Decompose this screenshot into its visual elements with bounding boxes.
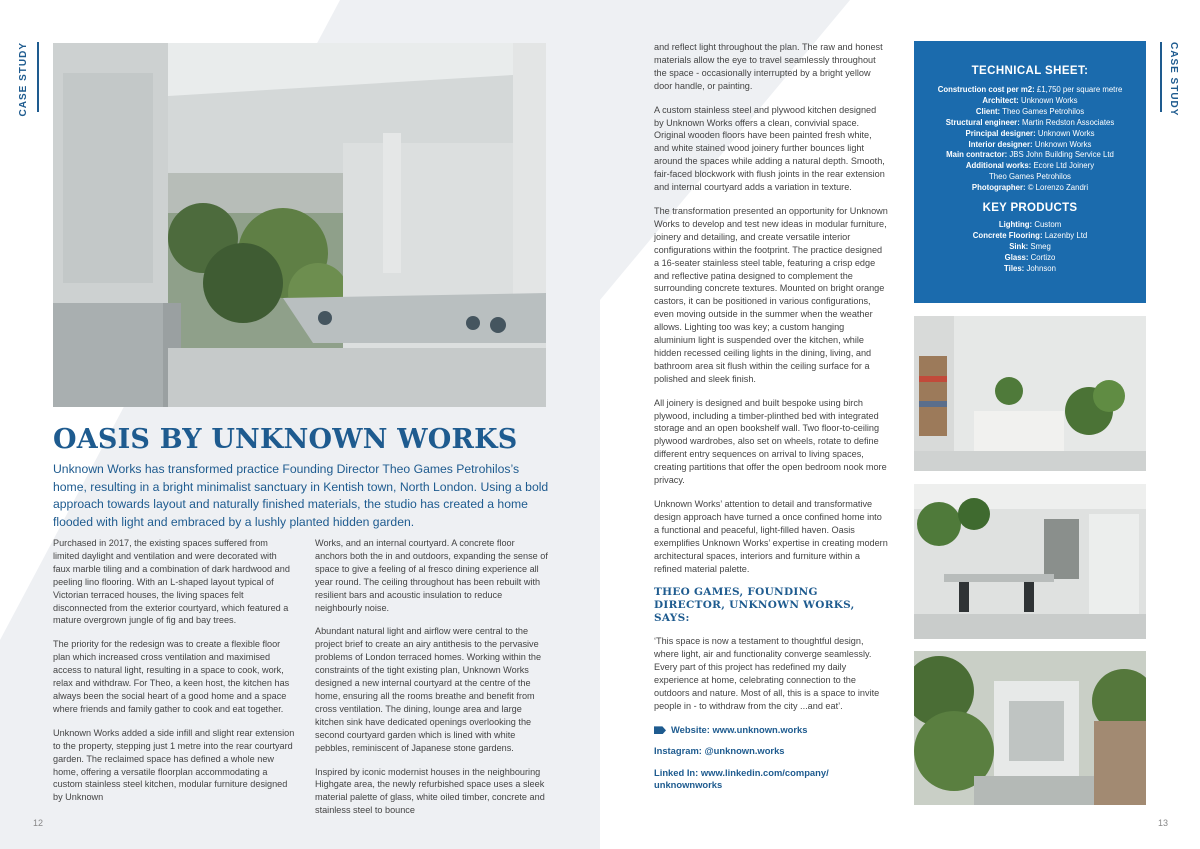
row-value: Martin Redston Associates	[1019, 117, 1115, 127]
case-study-label-left: CASE STUDY	[18, 42, 29, 117]
row-label: Construction cost per m2:	[937, 85, 1035, 94]
row-value: Unknown Works	[1035, 128, 1095, 138]
technical-row	[914, 85, 1146, 96]
key-products-rows	[914, 220, 1146, 275]
row-label: Photographer:	[971, 183, 1026, 193]
technical-sheet-heading: TECHNICAL SHEET:	[971, 65, 1089, 77]
row-value: Lazenby Ltd	[1042, 230, 1088, 240]
technical-row	[914, 140, 1146, 151]
technical-row	[914, 231, 1146, 242]
bedroom-photo	[914, 316, 1146, 471]
row-label: Structural engineer:	[945, 117, 1020, 127]
paragraph: Unknown Works added a side infill and slight rear extension to the property, stepping just 1 metre into the rear courtyard garden. The reclaimed space has defined a whole new home, offering a versatile floorplan accommodating a custom stainless steel kitchen, modular furniture designed by Unknown	[53, 727, 295, 803]
row-label: Interior designer:	[968, 139, 1033, 149]
key-products-heading: KEY PRODUCTS	[982, 202, 1078, 215]
instagram-link[interactable]: Instagram: @unknown.works	[654, 745, 785, 757]
quote-text: ‘This space is now a testament to thoughtful design, where light, air and functionality converge seamlessly. Every part of this project has redefined my daily experience at home, celebrating connection to the outdoors and nature. Most of all, this is a space to invite people in - to withdraw from the city ...and eat’.	[654, 636, 880, 711]
technical-row	[914, 183, 1146, 194]
row-label: Architect:	[982, 95, 1019, 105]
tag-arrow-icon	[654, 726, 666, 734]
paragraph: and reflect light throughout the plan. The raw and honest materials allow the eye to travel seamlessly throughout the space - occasionally interrupted by a bright yellow door handle, or painting.	[654, 42, 883, 91]
paragraph: Unknown Works’ attention to detail and transformative design approach have turned a once confined home into a functional and peaceful, light-filled haven. Oasis exemplifies Unknown Works’ expertise in creating modern architectural spaces, interiors and furniture within a refined material palette.	[654, 499, 888, 574]
row-value: Unknown Works	[1032, 139, 1092, 149]
side-rule-right	[1160, 42, 1162, 112]
row-label: Lighting:	[998, 220, 1033, 230]
row-label: Concrete Flooring:	[972, 230, 1043, 240]
technical-row	[914, 253, 1146, 264]
row-label: Main contractor:	[946, 150, 1008, 160]
paragraph: A custom stainless steel and plywood kitchen designed by Unknown Works offers a clean, convivial space. Original wooden floors have been painted fresh white, and white stained wood joinery further bounces light around the spaces while adding a natural depth. Smooth, fair-faced blockwork with flush joints in the rear extension and internal courtyard adds a variation in texture.	[654, 104, 885, 193]
row-label: Tiles:	[1004, 263, 1025, 273]
website-link-text: Website: www.unknown.works	[671, 723, 808, 735]
row-label: Principal designer:	[965, 128, 1036, 138]
technical-row	[914, 264, 1146, 275]
row-value: © Lorenzo Zandri	[1025, 183, 1089, 193]
paragraph: Abundant natural light and airflow were central to the project brief to create an airy antithesis to the pervasive problems of London terraced homes. Working within the constraints of the tight existing plan, Unknown Works designed a new internal courtyard at the centre of the home, ensuring all the rooms breathe and benefit from cross ventilation. The dining, lounge area and large kitchen sink have dedicated openings overlooking the second courtyard garden which is lined with white pebbles, reminiscent of Japanese stone gardens.	[315, 626, 542, 753]
row-value: £1,750 per square metre	[1034, 85, 1123, 94]
quote-heading: THEO GAMES, FOUNDING DIRECTOR, UNKNOWN WORKS, SAYS:	[654, 586, 855, 625]
paragraph: The transformation presented an opportunity for Unknown Works to develop and test new ideas in modular furniture, joinery and detailing, and create versatile interior configurations within the footprint. The practice designed a 16-seater stainless steel table, featuring a crisp edge and reflective patina designed to complement the surrounding concrete textures. Mounted on bright orange castors, it can be positioned in various configurations, even moving outside in the summer when the weather allows. Lighting too was key; a custom hanging aluminium light is suspended over the kitchen, while hidden recessed ceiling lights in the dining, living, and bathroom area sit flush within the ceiling surface for a polished and sleek finish.	[654, 205, 888, 384]
page-number-right: 13	[1158, 818, 1169, 828]
article-lede: Unknown Works has transformed practice Founding Director Theo Games Petrohilos’s home, resulting in a bright minimalist sanctuary in Kentish town, North London. Using a bold approach towards layout and naturally finished materials, the studio has created a home flooded with light and embraced by a lushly planted hidden garden.	[53, 462, 549, 529]
row-value: Unknown Works	[1018, 95, 1078, 105]
technical-row	[914, 129, 1146, 140]
dining-photo	[914, 484, 1146, 639]
courtyard-photo	[914, 651, 1146, 805]
hero-kitchen-photo	[53, 43, 546, 407]
website-link[interactable]	[654, 724, 888, 737]
body-column-2	[315, 537, 549, 828]
body-column-3	[654, 41, 888, 801]
case-study-label-right: CASE STUDY	[1168, 42, 1179, 117]
row-value: Ecore Ltd Joinery	[1031, 161, 1095, 171]
technical-row	[914, 161, 1146, 172]
technical-row	[914, 96, 1146, 107]
row-value: Johnson	[1024, 263, 1056, 273]
row-label: Client:	[975, 106, 1001, 116]
row-label: Glass:	[1004, 252, 1029, 262]
paragraph: The priority for the redesign was to create a flexible floor plan which increased cross ventilation and maximised access to natural light, resulting in a space to cook, work, relax and withdraw. For Theo, a keen host, the kitchen has always been the social heart of a good home and a space where friends and family gather to cook and eat together.	[53, 639, 290, 714]
technical-sheet-panel	[914, 41, 1146, 303]
row-value: Custom	[1032, 220, 1062, 230]
technical-row	[914, 242, 1146, 253]
technical-row	[914, 172, 1146, 183]
body-column-1	[53, 537, 296, 815]
paragraph: Inspired by iconic modernist houses in the neighbouring Highgate area, the newly refurbished space uses a sleek material palette of glass, white oiled timber, concrete and stainless steel to bounce	[315, 766, 545, 816]
row-value: Theo Games Petrohilos	[1000, 106, 1085, 116]
page-number-left: 12	[33, 818, 44, 828]
row-label: Additional works:	[965, 161, 1032, 171]
row-label: Sink:	[1009, 241, 1029, 251]
paragraph: All joinery is designed and built bespoke using birch plywood, including a timber-plinthed bed with integrated storage and an open bookshelf wall. Two floor-to-ceiling plywood wardrobes, also set on wheels, rotate to define different entry sequences on arrival to living spaces, creating partitions that offer the open bedroom nook more privacy.	[654, 397, 887, 486]
side-rule-left	[37, 42, 39, 112]
technical-row	[914, 220, 1146, 231]
paragraph: Works, and an internal courtyard. A concrete floor anchors both the in and outdoors, expanding the sense of space to give a feeling of al fresco dining experience all year round. The ceiling throughout has been rebuilt with resilient bars and acoustic insulation to reduce neighbourly noise.	[315, 538, 548, 613]
row-value: JBS John Building Service Ltd	[1007, 150, 1114, 160]
article-title: OASIS BY UNKNOWN WORKS	[53, 424, 518, 455]
row-value: Cortizo	[1028, 252, 1056, 262]
row-value: Smeg	[1028, 241, 1051, 251]
linkedin-link[interactable]: Linked In: www.linkedin.com/company/ unknownworks	[654, 766, 829, 791]
technical-row	[914, 150, 1146, 161]
technical-row	[914, 118, 1146, 129]
technical-row	[914, 107, 1146, 118]
paragraph: Purchased in 2017, the existing spaces suffered from limited daylight and ventilation and were decorated with faux marble tiling and a combination of dark hardwood and peeling lino flooring. With an L-shaped layout typical of Victorian terraced houses, the living spaces felt disconnected from the exterior courtyard, which featured a mature overgrown jungle of fig and bay trees.	[53, 538, 290, 626]
row-value: Theo Games Petrohilos	[989, 172, 1071, 182]
technical-sheet-rows	[914, 85, 1146, 194]
